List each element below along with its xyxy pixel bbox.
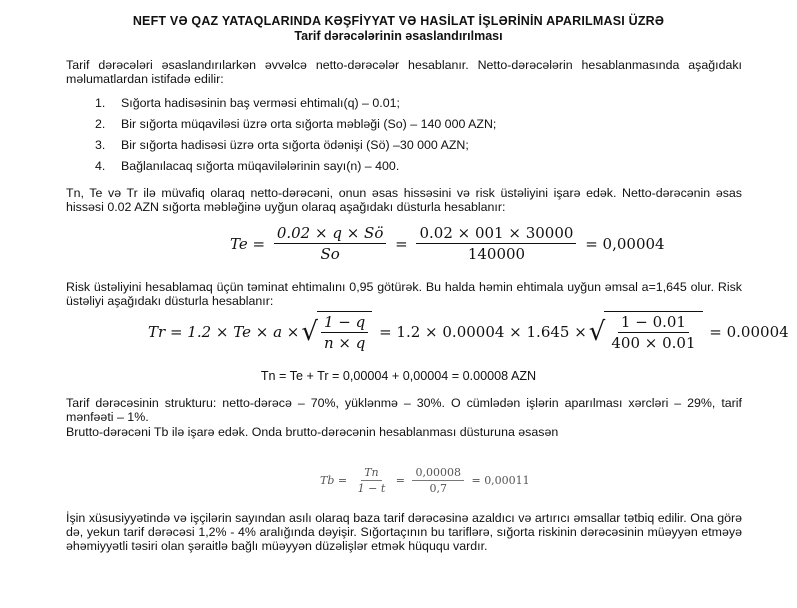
formula-tr: Tr = 1.2 × Te × a × √ $\frac{1 - q}{n \times q}$ = 1.2 × 0.00004 × 1.645 × √ $\frac{1 - 0.01}{400 \times 0.01}$ = 0.00004 [148,313,789,352]
formula-tb-numerator: Tn [361,466,381,481]
formula-tb: Tb = $\frac{Tn}{1 - t}$ = $\frac{0,00008}{0,7}$ = 0,00011 [320,466,530,495]
list-item [95,96,400,110]
formula-te-lhs: Te [230,234,248,253]
list-item [95,117,496,131]
formula-tr-root-numerator-values: 1 − 0.01 [618,313,689,333]
intro-paragraph: Tarif dərəcələri əsaslandırılarkən əvvəlcə netto-dərəcələr hesablanır. Netto-dərəcələrin hesablanmasında aşağıdakı məlumatlardan istifadə edilir: [66,58,742,87]
formula-te-numerator-values: 0.02 × 001 × 30000 [416,224,576,244]
formula-tr-expression: 1.2 × Te × a × [187,322,300,341]
closing-paragraph: İşin xüsusiyyətində və işçilərin sayından asılı olaraq baza tarif dərəcəsinə azaldıcı və artırıcı əmsallar tətbiq edilir. Ona görə də, yekun tarif dərəcəsi 1,2% - 4% aralığında dəyişir. Sığortaçının bu tariflərə, sığorta riskinin dərəcəsinin müəyyən etməyə əhəmiyyətli təsiri olan şəraitlə bağlı müəyyən düzəlişlər etmək hüququ vardır. [66,511,742,554]
formula-tr-result: 0.00004 [726,322,789,341]
list-item-number: 2. [95,117,106,131]
formula-tb-lhs: Tb [320,474,335,487]
formula-tb-numerator-values: 0,00008 [412,466,464,481]
document-title: NEFT VƏ QAZ YATAQLARINDA KƏŞFİYYAT VƏ HASİLAT İŞLƏRİNİN APARILMASI ÜZRƏ [132,14,665,28]
formula-te-numerator: 0.02 × q × Sö [274,224,387,244]
list-item-text: Sığorta hadisəsinin baş verməsi ehtimalı(q) – 0.01; [121,96,400,110]
brutto-paragraph: Brutto-dərəcəni Tb ilə işarə edək. Onda brutto-dərəcənin hesablanması düsturuna əsasən [66,425,559,439]
list-item-text: Bir sığorta hadisəsi üzrə orta sığorta ödənişi (Sö) –30 000 AZN; [121,138,469,152]
list-item [95,159,399,173]
formula-te-result: 0,00004 [602,234,665,253]
list-item-text: Bir sığorta müqaviləsi üzrə orta sığorta məbləği (So) – 140 000 AZN; [121,117,497,131]
formula-tr-expression-values: 1.2 × 0.00004 × 1.645 × [396,322,587,341]
netto-paragraph: Tn, Te və Tr ilə müvafiq olaraq netto-dərəcəni, onun əsas hissəsini və risk üstəliyini işarə edək. Netto-dərəcənin əsas hissəsi 0.02 AZN sığorta məbləğinə uyğun olaraq aşağıdakı düsturla hesablanır: [66,186,742,215]
formula-tb-denominator: 1 − t [357,482,386,495]
formula-tr-root-denominator: n × q [323,334,366,352]
formula-te: Te = $\frac{0.02 \times q \times Sö}{So}$ = $\frac{0.02 \times 001 \times 30000}{140000}$ = 0,00004 [230,224,665,263]
formula-tr-root-denominator-values: 400 × 0.01 [611,334,696,352]
formula-tb-result: 0,00011 [484,474,530,487]
risk-paragraph: Risk üstəliyini hesablamaq üçün təminat ehtimalını 0,95 götürək. Bu halda həmin ehtimala uyğun əmsal a=1,645 olur. Risk üstəliyi aşağıdakı düsturla hesablanır: [66,280,742,309]
formula-tr-lhs: Tr [148,322,166,341]
list-item-text: Bağlanılacaq sığorta müqavilələrinin sayı(n) – 400. [121,159,400,173]
formula-te-denominator-values: 140000 [467,245,526,263]
formula-tr-root-numerator: 1 − q [321,313,368,333]
formula-te-denominator: So [320,245,340,263]
list-item-number: 1. [95,96,106,110]
list-item-number: 3. [95,138,106,152]
list-item-number: 4. [95,159,106,173]
formula-tb-denominator-values: 0,7 [429,482,447,495]
document-subtitle: Tarif dərəcələrinin əsaslandırılması [294,29,503,43]
structure-paragraph: Tarif dərəcəsinin strukturu: netto-dərəcə – 70%, yüklənmə – 30%. O cümlədən işlərin aparılması xərcləri – 29%, tarif mənfəəti – 1%. [66,396,742,425]
list-item [95,138,469,152]
formula-tn: Tn = Te + Tr = 0,00004 + 0,00004 = 0.00008 AZN [260,369,537,383]
